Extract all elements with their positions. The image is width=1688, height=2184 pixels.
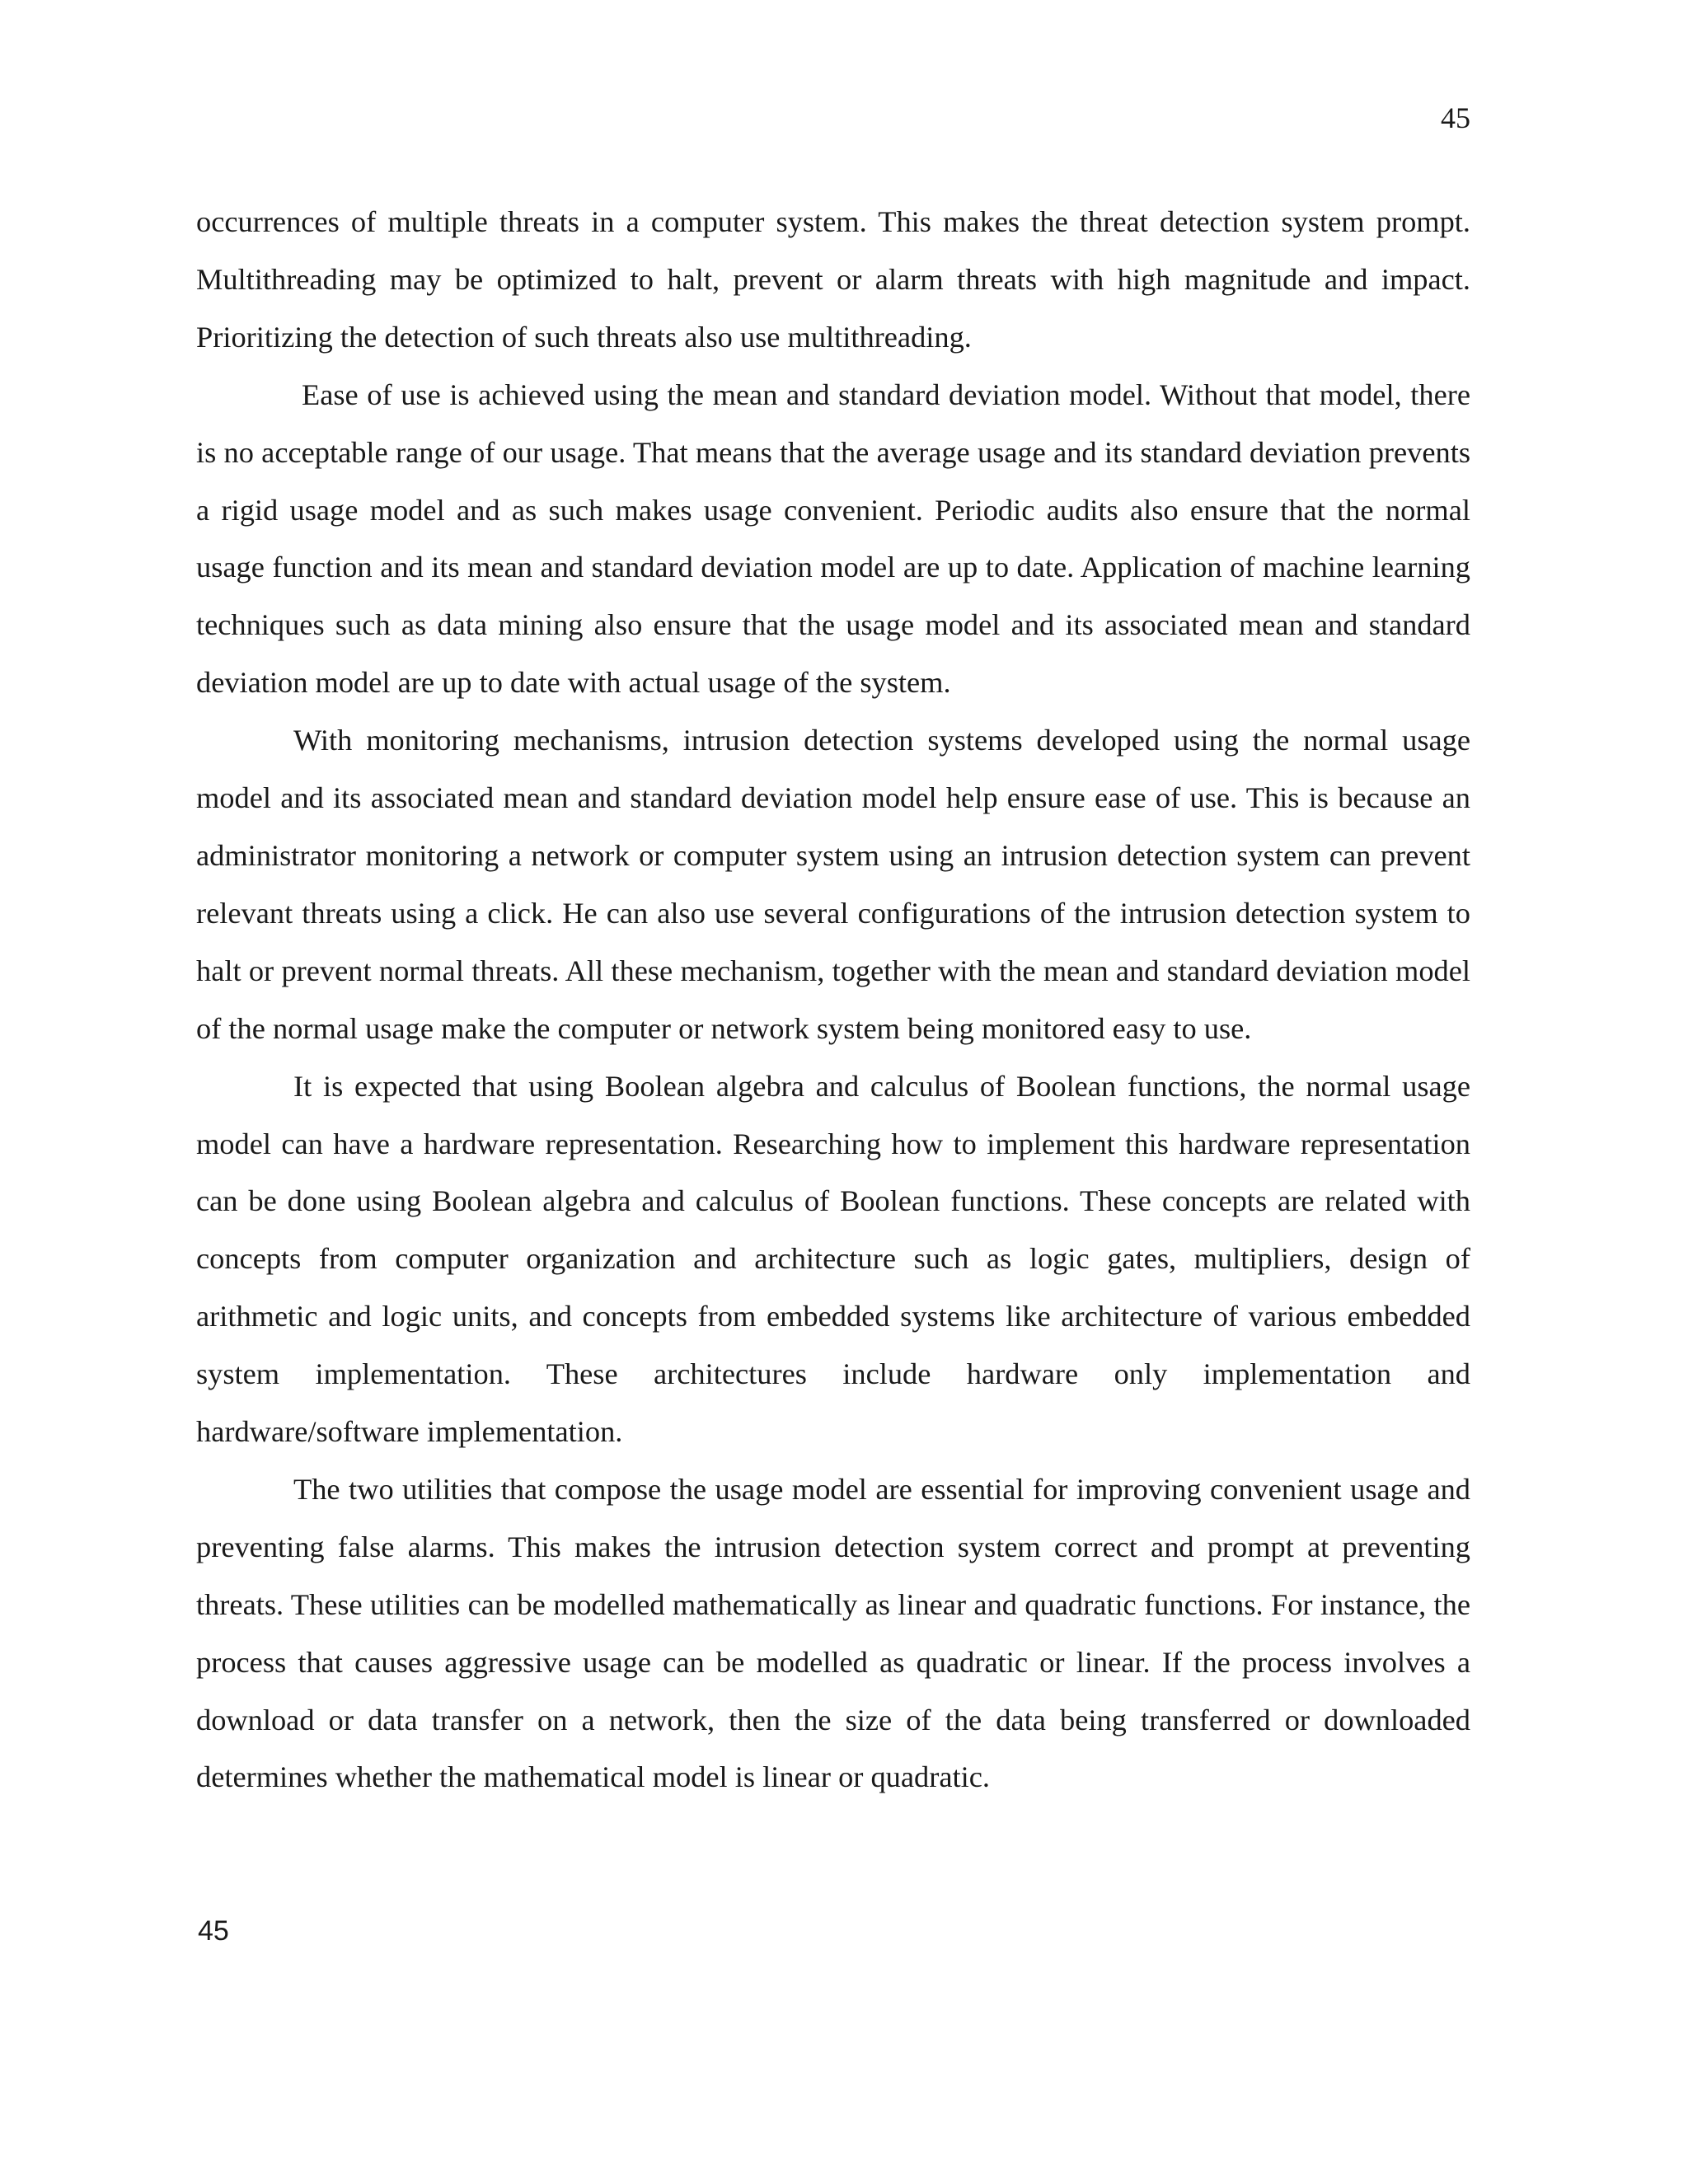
paragraph-usage-utilities: The two utilities that compose the usage model are essential for improving convenient usage and preventing false alarms. This makes the intrusion detection system correct and prompt at preventing threats. These utilities can be modelled mathematically as linear and quadratic functions. For instance, the process that causes aggressive usage can be modelled as quadratic or linear. If the process involves a download or data transfer on a network, then the size of the data being transferred or downloaded determines whether the mathematical model is linear or quadratic.: [196, 1472, 1470, 1794]
page-number-header: 45: [1441, 101, 1470, 134]
paragraph-continuation: occurrences of multiple threats in a computer system. This makes the threat detection system prompt. Multithreading may be optimized to halt, prevent or alarm threats with high magnitude and impact. Prioritizing the detection of such threats also use multithreading.: [196, 205, 1470, 354]
body-text: [196, 194, 1470, 1807]
paragraph-ease-of-use: Ease of use is achieved using the mean and standard deviation model. Without that model, there is no acceptable range of our usage. That means that the average usage and its standard deviation prevents a rigid usage model and as such makes usage convenient. Periodic audits also ensure that the normal usage function and its mean and standard deviation model are up to date. Application of machine learning techniques such as data mining also ensure that the usage model and its associated mean and standard deviation model are up to date with actual usage of the system.: [196, 377, 1470, 700]
paragraph-monitoring-mechanisms: With monitoring mechanisms, intrusion detection systems developed using the normal usage model and its associated mean and standard deviation model help ensure ease of use. This is because an administrator monitoring a network or computer system using an intrusion detection system can prevent relevant threats using a click. He can also use several configurations of the intrusion detection system to halt or prevent normal threats. All these mechanism, together with the mean and standard deviation model of the normal usage make the computer or network system being monitored easy to use.: [196, 724, 1470, 1045]
paragraph-boolean-algebra: It is expected that using Boolean algebra and calculus of Boolean functions, the normal usage model can have a hardware representation. Researching how to implement this hardware representation can be done using Boolean algebra and calculus of Boolean functions. These concepts are related with concepts from computer organization and architecture such as logic gates, multipliers, design of arithmetic and logic units, and concepts from embedded systems like architecture of various embedded system implementation. These architectures include hardware only implementation and hardware/software implementation.: [196, 1069, 1470, 1449]
page-number-footer: 45: [198, 1915, 229, 1947]
